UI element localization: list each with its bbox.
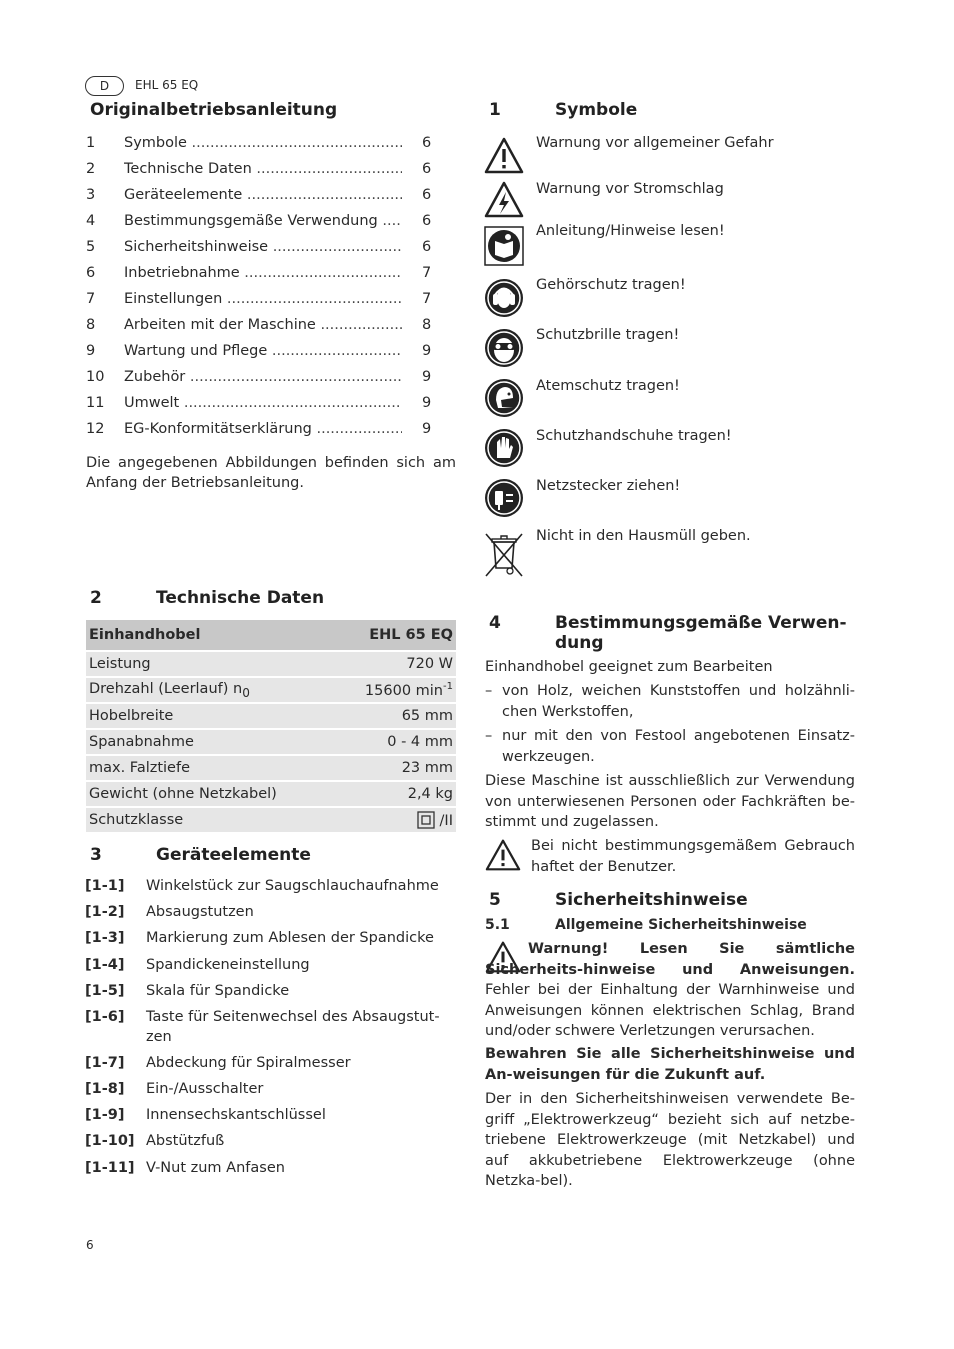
table-cell: Hobelbreite <box>86 703 335 729</box>
respirator-icon <box>484 378 524 418</box>
symbol-text: Warnung vor Stromschlag <box>536 181 724 197</box>
element-ref: [1-8] <box>85 1081 125 1097</box>
intended-title-line2: dung <box>555 633 604 653</box>
model-name: EHL 65 EQ <box>135 78 199 92</box>
element-label: Absaugstutzen <box>146 904 254 920</box>
speed-label: Drehzahl (Leerlauf) n <box>89 680 243 697</box>
table-cell: 65 mm <box>335 703 456 729</box>
table-cell: Leistung <box>86 651 335 677</box>
toc-item-number: 3 <box>86 187 96 203</box>
tech-title: Technische Daten <box>156 588 325 608</box>
bullet-text: nur mit den von Festool angebotenen Einsatz-werkzeugen. <box>502 728 855 765</box>
element-ref: [1-3] <box>85 930 125 946</box>
table-cell <box>335 807 456 833</box>
table-cell: 23 mm <box>335 755 456 781</box>
page-number: 6 <box>86 1238 94 1252</box>
toc-item-title: Umwelt ..... <box>124 390 402 416</box>
toc-item[interactable] <box>86 416 432 442</box>
toc-item-page: 7 <box>422 265 432 281</box>
bullet-dash: – <box>485 728 493 744</box>
toc-item[interactable] <box>86 312 432 338</box>
intended-bullet <box>485 726 855 767</box>
element-label: Taste für Seitenwechsel des Absaugstut-zen <box>146 1009 440 1045</box>
element-ref: [1-6] <box>85 1009 125 1025</box>
toc-item-number: 5 <box>86 239 96 255</box>
element-ref: [1-9] <box>85 1107 125 1123</box>
toc-item[interactable] <box>86 390 432 416</box>
safety-num: 5 <box>489 890 501 910</box>
symbol-text: Anleitung/Hinweise lesen! <box>536 223 725 239</box>
table-cell: Spanabnahme <box>86 729 335 755</box>
warning-triangle-icon <box>485 838 521 872</box>
toc-item-page: 9 <box>422 395 432 411</box>
element-label: Spandickeneinstellung <box>146 957 310 973</box>
safety-warning-bold: Warnung! Lesen Sie sämtliche Sicherheits-hinweise und Anweisungen. <box>485 941 855 978</box>
read-manual-icon <box>484 226 524 266</box>
symbols-title: Symbole <box>555 100 638 120</box>
table-header-row <box>86 620 456 651</box>
table-cell: Schutzklasse <box>86 807 335 833</box>
intended-paragraph: Diese Maschine ist ausschließlich zur Verwendung von unterwiesenen Personen oder Fachkräften be-stimmt und zugelassen. <box>485 773 855 830</box>
toc-item-page: 9 <box>422 343 432 359</box>
toc-item-number: 11 <box>86 395 105 411</box>
toc-item-page: 9 <box>422 421 432 437</box>
toc-item-page: 6 <box>422 161 432 177</box>
table-header-cell: Einhandhobel <box>86 620 335 651</box>
toc-item[interactable] <box>86 338 432 364</box>
gloves-icon <box>484 428 524 468</box>
table-cell: Gewicht (ohne Netzkabel) <box>86 781 335 807</box>
toc-item-title: Inbetriebnahme ..... <box>124 260 402 286</box>
tech-num: 2 <box>90 588 102 608</box>
symbol-text: Schutzbrille tragen! <box>536 327 680 343</box>
element-label: V-Nut zum Anfasen <box>146 1160 285 1176</box>
symbol-text: Nicht in den Hausmüll geben. <box>536 528 751 544</box>
toc-item-number: 4 <box>86 213 96 229</box>
toc-item-page: 8 <box>422 317 432 333</box>
intended-num: 4 <box>489 613 501 633</box>
element-label: Skala für Spandicke <box>146 983 290 999</box>
safety-paragraph: Der in den Sicherheitshinweisen verwendete Be-griff „Elektrowerkzeug“ bezieht sich auf netzbe-triebene Elektrowerkzeuge (mit Netzkabel) und auf akkubetriebene Elektrowerkzeuge (ohne Netzka-bel). <box>485 1091 855 1189</box>
toc-item-title: Einstellungen ..... <box>124 286 402 312</box>
toc-item-number: 12 <box>86 421 105 437</box>
protection-class-value: /II <box>439 813 453 829</box>
element-label: Ein-/Ausschalter <box>146 1081 264 1097</box>
element-ref: [1-11] <box>85 1160 135 1176</box>
toc-item-title: Bestimmungsgemäße Verwendung ..... <box>124 208 402 234</box>
unplug-icon <box>484 478 524 518</box>
elements-title: Geräteelemente <box>156 845 311 865</box>
toc-item-title: Geräteelemente ..... <box>124 182 402 208</box>
toc-item-page: 6 <box>422 135 432 151</box>
toc-item-number: 10 <box>86 369 105 385</box>
tech-data-table <box>86 620 456 834</box>
toc-item-title: Zubehör ..... <box>124 364 402 390</box>
toc-item-page: 6 <box>422 239 432 255</box>
crossed-bin-icon <box>484 530 524 578</box>
element-ref: [1-1] <box>85 878 125 894</box>
toc-item[interactable] <box>86 156 432 182</box>
toc-item[interactable] <box>86 260 432 286</box>
symbol-text: Netzstecker ziehen! <box>536 478 681 494</box>
symbol-text: Warnung vor allgemeiner Gefahr <box>536 135 774 151</box>
toc-item-page: 7 <box>422 291 432 307</box>
toc-item-number: 9 <box>86 343 96 359</box>
table-cell: 0 - 4 mm <box>335 729 456 755</box>
toc-item[interactable] <box>86 182 432 208</box>
symbol-text: Gehörschutz tragen! <box>536 277 686 293</box>
toc-item-number: 6 <box>86 265 96 281</box>
toc-item[interactable] <box>86 364 432 390</box>
element-ref: [1-5] <box>85 983 125 999</box>
toc-item-title: Sicherheitshinweise ..... <box>124 234 402 260</box>
table-row <box>86 677 456 703</box>
safety-warning-paragraph <box>485 939 855 1042</box>
symbols-num: 1 <box>489 100 501 120</box>
ear-protection-icon <box>484 278 524 318</box>
element-ref: [1-4] <box>85 957 125 973</box>
intended-warning: Bei nicht bestimmungsgemäßem Gebrauch haftet der Benutzer. <box>531 838 855 875</box>
toc-title: Originalbetriebsanleitung <box>90 100 338 120</box>
eye-protection-icon <box>484 328 524 368</box>
toc-note: Die angegebenen Abbildungen befinden sich am Anfang der Betriebsanleitung. <box>86 455 456 491</box>
bullet-dash: – <box>485 683 493 699</box>
element-label: Abdeckung für Spiralmesser <box>146 1055 351 1071</box>
intended-title-line1: Bestimmungsgemäße Verwen- <box>555 613 847 633</box>
table-row <box>86 807 456 833</box>
safety-subsection-title: Allgemeine Sicherheitshinweise <box>555 917 807 933</box>
intended-bullet <box>485 681 855 722</box>
table-row <box>86 781 456 807</box>
toc-item[interactable] <box>86 234 432 260</box>
toc-item-title: Wartung und Pflege ..... <box>124 338 402 364</box>
element-ref: [1-7] <box>85 1055 125 1071</box>
safety-title: Sicherheitshinweise <box>555 890 748 910</box>
speed-value: 15600 min <box>364 682 444 699</box>
subscript: 0 <box>242 685 250 700</box>
elements-num: 3 <box>90 845 102 865</box>
intended-intro: Einhandhobel geeignet zum Bearbeiten <box>485 659 773 675</box>
safety-warning-text: Fehler bei der Einhaltung der Warnhinweise und Anweisungen können elektrischen Schlag, Brand und/oder schwere Verletzungen verursachen. <box>485 982 855 1039</box>
toc-item-page: 9 <box>422 369 432 385</box>
toc-item-number: 2 <box>86 161 96 177</box>
warning-triangle-icon <box>484 136 524 176</box>
toc-item-title: EG-Konformitätserklärung ..... <box>124 416 402 442</box>
element-label: Winkelstück zur Saugschlauchaufnahme <box>146 878 439 894</box>
language-badge: D <box>85 76 124 96</box>
element-label: Abstützfuß <box>146 1133 225 1149</box>
toc-item-page: 6 <box>422 213 432 229</box>
symbol-text: Atemschutz tragen! <box>536 378 680 394</box>
symbol-text: Schutzhandschuhe tragen! <box>536 428 732 444</box>
table-row <box>86 703 456 729</box>
table-cell: max. Falztiefe <box>86 755 335 781</box>
toc-item-title: Arbeiten mit der Maschine ..... <box>124 312 402 338</box>
element-label: Markierung zum Ablesen der Spandicke <box>146 930 434 946</box>
table-row <box>86 651 456 677</box>
electric-shock-warning-icon <box>484 180 524 220</box>
toc-item[interactable] <box>86 130 432 156</box>
element-ref: [1-10] <box>85 1133 135 1149</box>
toc-item-page: 6 <box>422 187 432 203</box>
element-label: Innensechskantschlüssel <box>146 1107 326 1123</box>
safety-subsection-num: 5.1 <box>485 917 510 933</box>
safety-keep-notice: Bewahren Sie alle Sicherheitshinweise und An-weisungen für die Zukunft auf. <box>485 1046 855 1083</box>
table-row <box>86 729 456 755</box>
toc-item-number: 1 <box>86 135 96 151</box>
table-row <box>86 755 456 781</box>
table-cell: 2,4 kg <box>335 781 456 807</box>
toc-item-title: Technische Daten ..... <box>124 156 402 182</box>
superscript: -1 <box>443 681 453 693</box>
toc-item-title: Symbole ..... <box>124 130 402 156</box>
table-cell: 720 W <box>335 651 456 677</box>
toc-item[interactable] <box>86 208 432 234</box>
table-cell <box>335 677 456 703</box>
bullet-text: von Holz, weichen Kunststoffen und holzähnli-chen Werkstoffen, <box>502 683 855 720</box>
toc-item-number: 8 <box>86 317 96 333</box>
element-ref: [1-2] <box>85 904 125 920</box>
table-header-cell: EHL 65 EQ <box>335 620 456 651</box>
toc-item-number: 7 <box>86 291 96 307</box>
protection-class-ii-icon <box>417 811 435 829</box>
toc-item[interactable] <box>86 286 432 312</box>
table-cell <box>86 677 335 703</box>
